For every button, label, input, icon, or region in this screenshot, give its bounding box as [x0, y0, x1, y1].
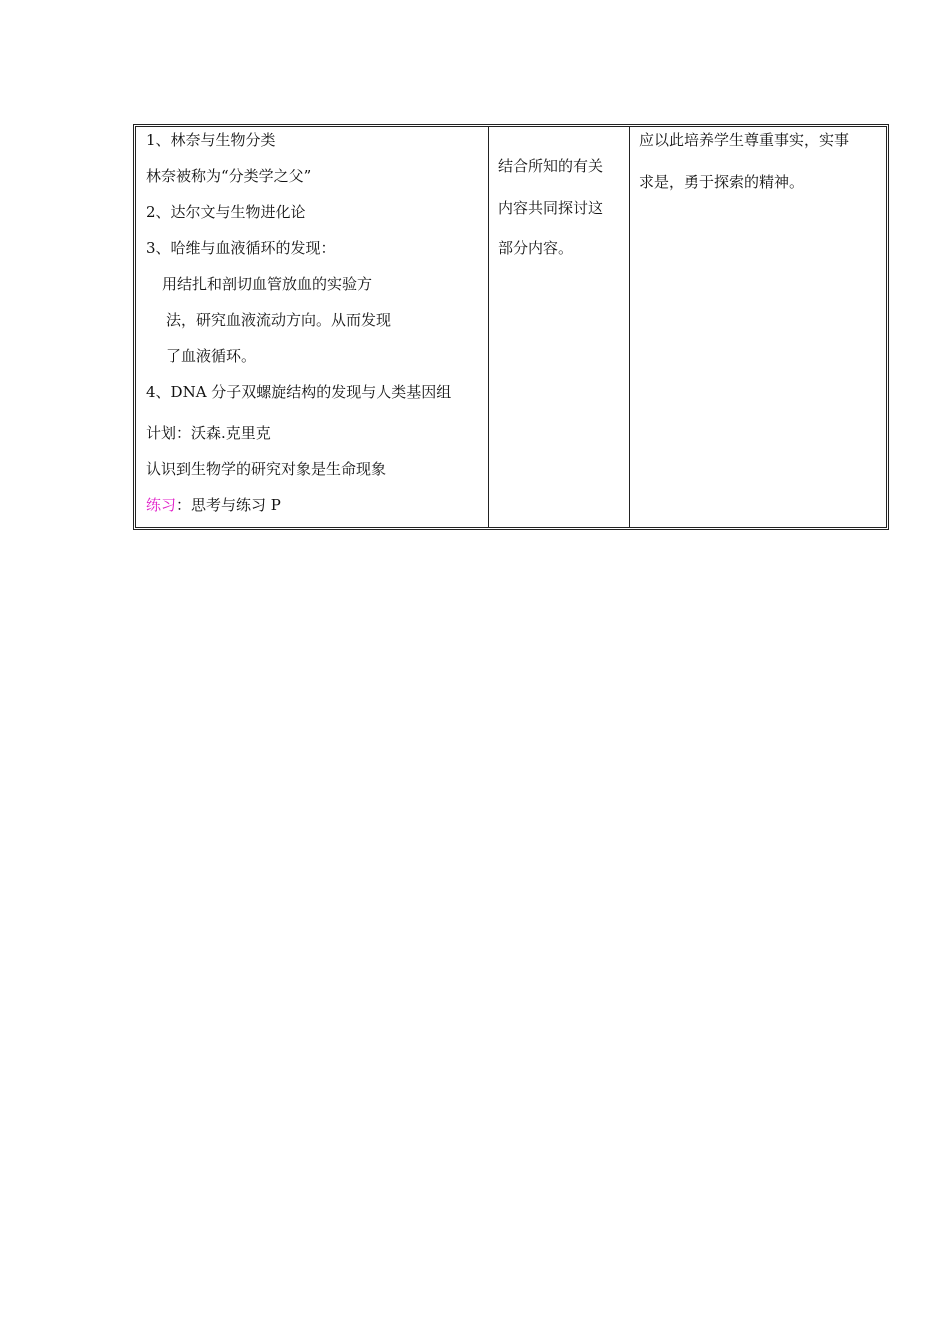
- content-line-1: 1、林奈与生物分类: [146, 131, 276, 149]
- activity-line-2: 内容共同探讨这: [498, 199, 604, 217]
- content-line-9: 计划：沃森.克里克: [146, 424, 271, 442]
- activity-line-1: 结合所知的有关: [498, 157, 604, 175]
- activity-column: [489, 127, 630, 527]
- goal-line-2: 求是，勇于探索的精神。: [639, 173, 805, 191]
- goal-line-1: 应以此培养学生尊重事实，实事: [639, 131, 850, 149]
- content-line-10: 认识到生物学的研究对象是生命现象: [146, 460, 387, 478]
- lesson-table: [133, 124, 889, 530]
- content-line-8: 4、DNA 分子双螺旋结构的发现与人类基因组: [146, 383, 452, 401]
- content-line-2: 林奈被称为“分类学之父”: [146, 167, 312, 185]
- practice-label: 练习: [146, 496, 177, 514]
- practice-line: [146, 495, 281, 515]
- content-line-6: 法，研究血液流动方向。从而发现: [166, 311, 392, 329]
- content-line-7: 了血液循环。: [166, 347, 257, 365]
- content-line-5: 用结扎和剖切血管放血的实验方: [162, 275, 373, 293]
- practice-text: ：思考与练习 P: [176, 496, 281, 514]
- content-column: [136, 127, 489, 527]
- content-line-4: 3、哈维与血液循环的发现：: [146, 239, 336, 257]
- content-line-3: 2、达尔文与生物进化论: [146, 203, 306, 221]
- goal-column: [630, 127, 886, 527]
- activity-line-3: 部分内容。: [498, 239, 574, 257]
